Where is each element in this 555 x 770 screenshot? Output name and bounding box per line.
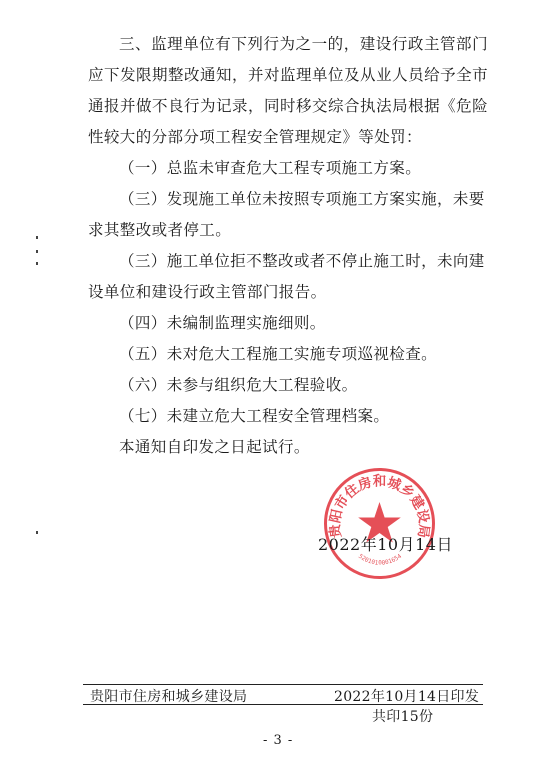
footer-issue-date: 2022年10月14日印发: [334, 689, 480, 705]
seal-name-text: 贵阳市住房和城乡建设局: [327, 473, 432, 539]
binding-mark: [36, 250, 38, 253]
footer-top-rule: [83, 684, 483, 685]
list-item: （三）发现施工单位未按照专项施工方案实施，未要求其整改或者停工。: [88, 190, 485, 239]
binding-mark: [36, 262, 38, 265]
footer-issuer: 贵阳市住房和城乡建设局: [90, 689, 248, 705]
closing-statement: 本通知自印发之日起试行。: [119, 438, 310, 456]
seal-code-text: 5201010001654: [356, 552, 404, 567]
paragraph-supervision-penalties: 三、监理单位有下列行为之一的，建设行政主管部门应下发限期整改通知，并对监理单位及从业人员给予全市通报并做不良行为记录，同时移交综合执法局根据《危险性较大的分部分项工程安全管理规定》等处罚：: [88, 35, 488, 146]
signature-date: 2022年10月14日: [318, 535, 453, 554]
binding-mark: [36, 531, 38, 534]
list-item: （六）未参与组织危大工程验收。: [119, 376, 358, 394]
list-item: （四）未编制监理实施细则。: [119, 314, 326, 332]
list-item: （五）未对危大工程施工实施专项巡视检查。: [119, 345, 438, 363]
list-item: （三）施工单位拒不整改或者不停止施工时，未向建设单位和建设行政主管部门报告。: [88, 252, 485, 301]
footer-bottom-rule: [83, 704, 483, 705]
binding-mark: [36, 236, 38, 239]
official-seal-icon: [322, 466, 437, 581]
page-number: - 3 -: [263, 733, 294, 748]
list-item: （一）总监未审查危大工程专项施工方案。: [119, 159, 422, 177]
list-item: （七）未建立危大工程安全管理档案。: [119, 407, 390, 425]
footer-copies: 共印15份: [372, 709, 434, 725]
